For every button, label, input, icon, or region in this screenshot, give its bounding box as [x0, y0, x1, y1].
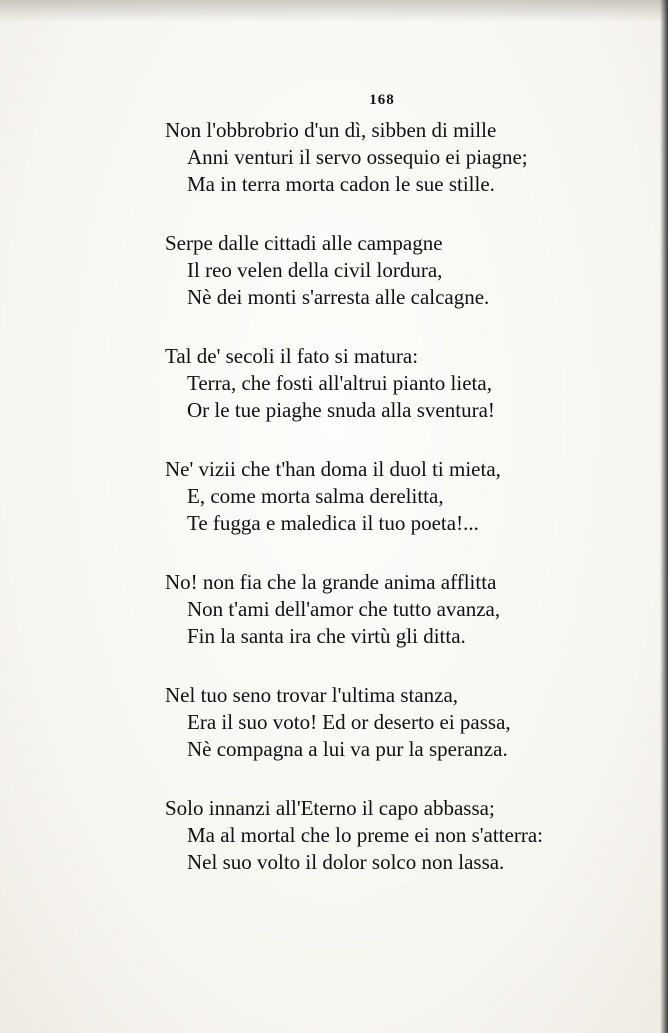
stanza-4-line-3: Te fugga e maledica il tuo poeta!...	[187, 511, 479, 535]
stanza-3	[165, 343, 625, 424]
stanza-5-line-3: Fin la santa ira che virtù gli ditta.	[187, 624, 466, 648]
stanza-7	[165, 795, 625, 876]
stanza-7-line-3: Nel suo volto il dolor solco non lassa.	[187, 850, 505, 874]
stanza-4-line-2: E, come morta salma derelitta,	[187, 484, 444, 508]
stanza-2-line-2: Il reo velen della civil lordura,	[187, 258, 443, 282]
stanza-7-line-1: Solo innanzi all'Eterno il capo abbassa;	[165, 796, 495, 820]
stanza-6	[165, 682, 625, 763]
scan-right-edge	[660, 0, 668, 1033]
stanza-3-line-3: Or le tue piaghe snuda alla sventura!	[187, 398, 495, 422]
scan-top-shadow	[0, 0, 668, 22]
stanza-4-line-1: Ne' vizii che t'han doma il duol ti mieta,	[165, 457, 501, 481]
stanza-1-line-2: Anni venturi il servo ossequio ei piagne;	[187, 145, 528, 169]
stanza-3-line-2: Terra, che fosti all'altrui pianto lieta,	[187, 371, 492, 395]
stanza-6-line-2: Era il suo voto! Ed or deserto ei passa,	[187, 710, 511, 734]
stanza-6-line-1: Nel tuo seno trovar l'ultima stanza,	[165, 683, 459, 707]
stanza-4	[165, 456, 625, 537]
page-number: 168	[369, 92, 395, 108]
poem	[165, 117, 625, 908]
stanza-1-line-3: Ma in terra morta cadon le sue stille.	[187, 172, 495, 196]
stanza-2	[165, 230, 625, 311]
stanza-7-line-2: Ma al mortal che lo preme ei non s'atterra:	[187, 823, 543, 847]
stanza-3-line-1: Tal de' secoli il fato si matura:	[165, 344, 419, 368]
stanza-5-line-2: Non t'ami dell'amor che tutto avanza,	[187, 597, 501, 621]
stanza-1-line-1: Non l'obbrobrio d'un dì, sibben di mille	[165, 118, 497, 142]
stanza-5	[165, 569, 625, 650]
stanza-2-line-3: Nè dei monti s'arresta alle calcagne.	[187, 285, 490, 309]
stanza-2-line-1: Serpe dalle cittadi alle campagne	[165, 231, 443, 255]
stanza-1	[165, 117, 625, 198]
stanza-5-line-1: No! non fia che la grande anima afflitta	[165, 570, 497, 594]
stanza-6-line-3: Nè compagna a lui va pur la speranza.	[187, 737, 508, 761]
